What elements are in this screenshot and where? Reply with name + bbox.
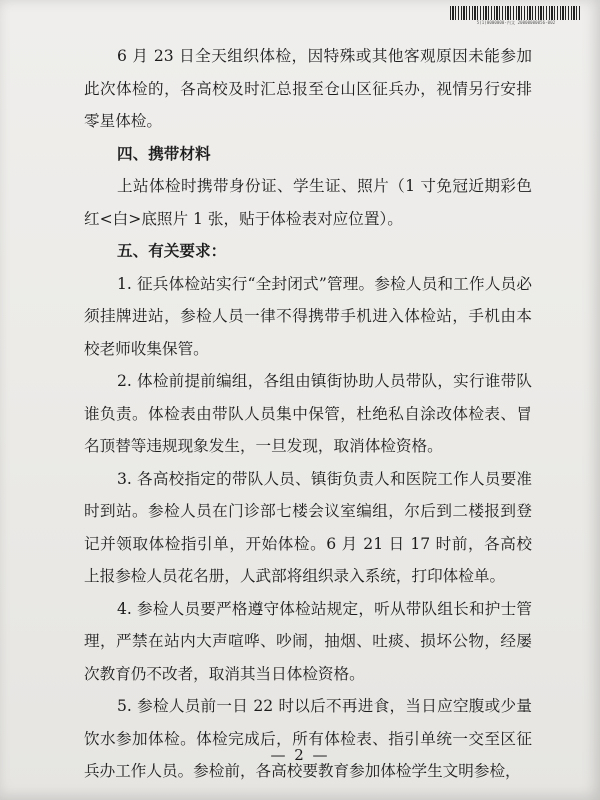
paragraph-materials: 上站体检时携带身份证、学生证、照片（1 寸免冠近期彩色红<白>底照片 1 张，贴于体检表对应位置）。 [84,177,532,228]
paragraph-requirement-1: 1. 征兵体检站实行“全封闭式”管理。参检人员和工作人员必须挂牌进站，参检人员一律不得携带手机进入体检站，手机由本校老师收集保管。 [84,274,532,358]
section-heading-requirements: 五、有关要求： [117,241,227,260]
paragraph-requirement-2: 2. 体检前提前编组，各组由镇街协助人员带队，实行谁带队谁负责。体检表由带队人员集中保管，杜绝私自涂改体检表、冒名顶替等违规现象发生，一旦发现，取消体检资格。 [84,372,532,455]
barcode-bars [450,6,582,20]
document-body [84,40,532,788]
barcode [450,6,582,28]
paragraph-requirement-4: 4. 参检人员要严格遵守体检站规定，听从带队组长和护士管理，严禁在站内大声喧哗、吵闹，抽烟、吐痰、损坏公物，经屡次教育仍不改者，取消其当日体检资格。 [84,599,532,683]
page-number: — 2 — [270,746,330,764]
paragraph-requirement-3: 3. 各高校指定的带队人员、镇街负责人和医院工作人员要准时到站。参检人员在门诊部七楼会议室编组，尔后到二楼报到登记并领取体检指引单，开始体检。6 月 21 日 17 时前，各高校上报参检人员花名册，人武部将组织录入系统，打印体检单。 [84,469,532,585]
section-heading-materials: 四、携带材料 [117,143,211,163]
paragraph-requirement-5: 5. 参检人员前一日 22 时以后不再进食，当日应空腹或少量饮水参加体检。体检完成后，所有体检表、指引单统一交至区征兵办工作人员。参检前，各高校要教育参加体检学生文明参检， [84,697,532,780]
barcode-number: 5(1)0000000-内文 20000000056-002 [476,20,556,25]
paragraph-physical-exam-schedule: 6 月 23 日全天组织体检，因特殊或其他客观原因未能参加此次体检的，各高校及时汇总报至仓山区征兵办，视情另行安排零星体检。 [84,47,532,130]
